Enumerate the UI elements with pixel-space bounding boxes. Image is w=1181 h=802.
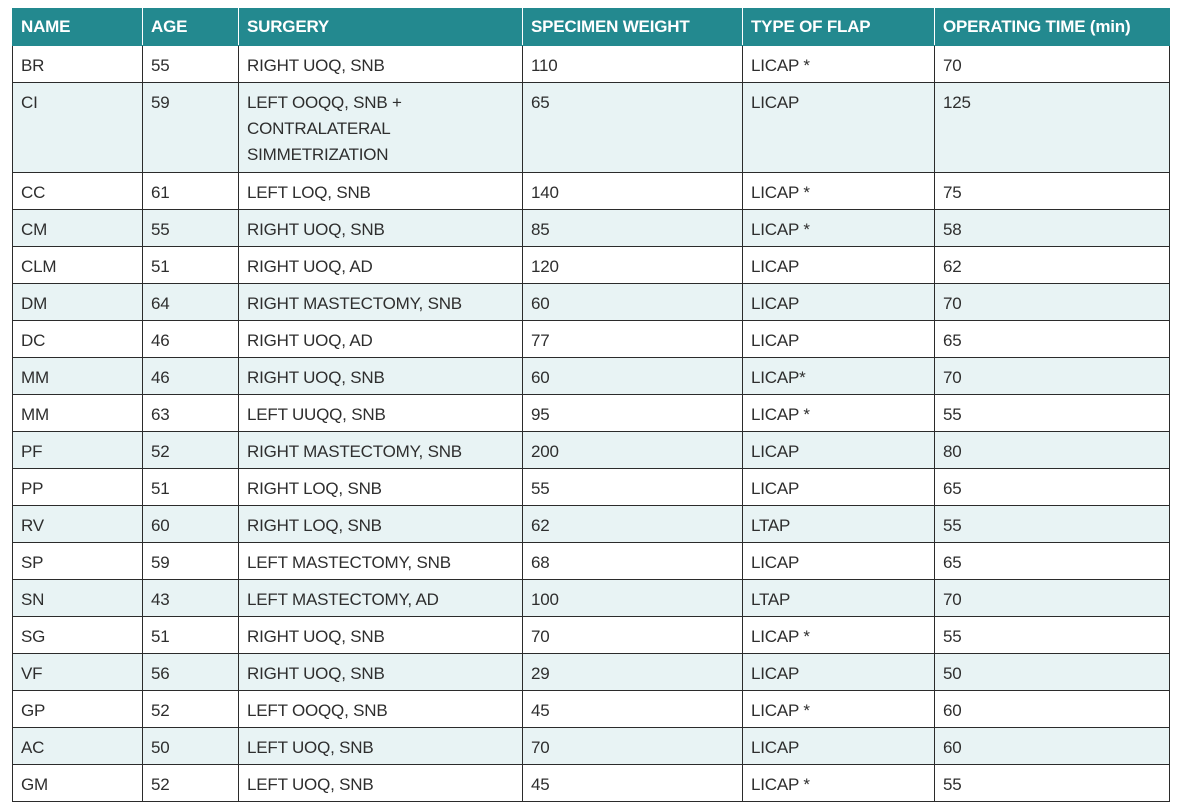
cell-age: 55 xyxy=(143,46,239,83)
cell-name: SN xyxy=(13,580,143,617)
cell-type-of-flap: LICAP* xyxy=(743,358,935,395)
cell-specimen-weight: 29 xyxy=(523,654,743,691)
cell-name: DC xyxy=(13,321,143,358)
cell-age: 43 xyxy=(143,580,239,617)
cell-operating-time: 75 xyxy=(935,173,1170,210)
cell-surgery: LEFT MASTECTOMY, SNB xyxy=(239,543,523,580)
cell-type-of-flap: LICAP xyxy=(743,321,935,358)
cell-operating-time: 55 xyxy=(935,506,1170,543)
cell-name: RV xyxy=(13,506,143,543)
cell-specimen-weight: 68 xyxy=(523,543,743,580)
patient-surgery-table xyxy=(12,8,1170,802)
cell-operating-time: 70 xyxy=(935,358,1170,395)
cell-surgery: LEFT OOQQ, SNB + CONTRALATERAL SIMMETRIZATION xyxy=(239,83,523,173)
cell-surgery: RIGHT UOQ, SNB xyxy=(239,617,523,654)
cell-operating-time: 70 xyxy=(935,580,1170,617)
cell-surgery: RIGHT UOQ, AD xyxy=(239,247,523,284)
cell-type-of-flap: LICAP * xyxy=(743,46,935,83)
cell-age: 56 xyxy=(143,654,239,691)
cell-age: 51 xyxy=(143,247,239,284)
cell-operating-time: 80 xyxy=(935,432,1170,469)
cell-name: DM xyxy=(13,284,143,321)
cell-name: GP xyxy=(13,691,143,728)
cell-specimen-weight: 85 xyxy=(523,210,743,247)
cell-operating-time: 70 xyxy=(935,284,1170,321)
cell-surgery: LEFT MASTECTOMY, AD xyxy=(239,580,523,617)
cell-name: GM xyxy=(13,765,143,802)
table-row xyxy=(13,432,1170,469)
table-row xyxy=(13,469,1170,506)
table-row xyxy=(13,506,1170,543)
cell-type-of-flap: LICAP xyxy=(743,728,935,765)
cell-type-of-flap: LICAP * xyxy=(743,210,935,247)
cell-operating-time: 70 xyxy=(935,46,1170,83)
cell-specimen-weight: 60 xyxy=(523,284,743,321)
cell-name: CLM xyxy=(13,247,143,284)
cell-surgery: RIGHT LOQ, SNB xyxy=(239,506,523,543)
cell-surgery: LEFT UOQ, SNB xyxy=(239,765,523,802)
cell-type-of-flap: LICAP * xyxy=(743,395,935,432)
cell-type-of-flap: LICAP xyxy=(743,654,935,691)
cell-age: 46 xyxy=(143,321,239,358)
table-row xyxy=(13,321,1170,358)
cell-operating-time: 125 xyxy=(935,83,1170,173)
cell-surgery: RIGHT MASTECTOMY, SNB xyxy=(239,284,523,321)
table-row xyxy=(13,580,1170,617)
header-type-of-flap: TYPE OF FLAP xyxy=(743,9,935,46)
cell-age: 50 xyxy=(143,728,239,765)
table-row xyxy=(13,691,1170,728)
cell-surgery: LEFT LOQ, SNB xyxy=(239,173,523,210)
cell-age: 64 xyxy=(143,284,239,321)
cell-operating-time: 55 xyxy=(935,765,1170,802)
cell-type-of-flap: LICAP xyxy=(743,432,935,469)
cell-age: 61 xyxy=(143,173,239,210)
cell-surgery: RIGHT UOQ, SNB xyxy=(239,654,523,691)
cell-specimen-weight: 77 xyxy=(523,321,743,358)
cell-age: 63 xyxy=(143,395,239,432)
cell-name: MM xyxy=(13,395,143,432)
cell-age: 52 xyxy=(143,691,239,728)
cell-name: SG xyxy=(13,617,143,654)
cell-surgery: LEFT UOQ, SNB xyxy=(239,728,523,765)
cell-specimen-weight: 65 xyxy=(523,83,743,173)
cell-specimen-weight: 45 xyxy=(523,691,743,728)
cell-specimen-weight: 45 xyxy=(523,765,743,802)
header-operating-time: OPERATING TIME (min) xyxy=(935,9,1170,46)
cell-surgery: RIGHT UOQ, SNB xyxy=(239,46,523,83)
cell-name: CI xyxy=(13,83,143,173)
cell-surgery: RIGHT UOQ, SNB xyxy=(239,358,523,395)
table-row xyxy=(13,247,1170,284)
cell-specimen-weight: 200 xyxy=(523,432,743,469)
cell-operating-time: 65 xyxy=(935,321,1170,358)
cell-age: 51 xyxy=(143,617,239,654)
cell-name: SP xyxy=(13,543,143,580)
cell-operating-time: 65 xyxy=(935,469,1170,506)
cell-operating-time: 60 xyxy=(935,691,1170,728)
cell-type-of-flap: LICAP xyxy=(743,469,935,506)
header-specimen-weight: SPECIMEN WEIGHT xyxy=(523,9,743,46)
cell-specimen-weight: 110 xyxy=(523,46,743,83)
cell-specimen-weight: 120 xyxy=(523,247,743,284)
table-header xyxy=(13,9,1170,46)
cell-age: 59 xyxy=(143,83,239,173)
cell-name: VF xyxy=(13,654,143,691)
cell-age: 55 xyxy=(143,210,239,247)
cell-name: BR xyxy=(13,46,143,83)
cell-operating-time: 55 xyxy=(935,617,1170,654)
cell-type-of-flap: LICAP * xyxy=(743,173,935,210)
cell-type-of-flap: LICAP xyxy=(743,543,935,580)
cell-specimen-weight: 70 xyxy=(523,617,743,654)
cell-name: MM xyxy=(13,358,143,395)
header-surgery: SURGERY xyxy=(239,9,523,46)
table-row xyxy=(13,358,1170,395)
cell-operating-time: 65 xyxy=(935,543,1170,580)
cell-type-of-flap: LICAP xyxy=(743,83,935,173)
cell-specimen-weight: 60 xyxy=(523,358,743,395)
cell-age: 51 xyxy=(143,469,239,506)
cell-specimen-weight: 55 xyxy=(523,469,743,506)
cell-operating-time: 58 xyxy=(935,210,1170,247)
table-row xyxy=(13,728,1170,765)
table-row xyxy=(13,765,1170,802)
cell-surgery: RIGHT UOQ, SNB xyxy=(239,210,523,247)
table-row xyxy=(13,210,1170,247)
header-age: AGE xyxy=(143,9,239,46)
cell-specimen-weight: 70 xyxy=(523,728,743,765)
cell-age: 46 xyxy=(143,358,239,395)
table-row xyxy=(13,83,1170,173)
patient-table-container xyxy=(12,8,1169,802)
cell-age: 60 xyxy=(143,506,239,543)
table-row xyxy=(13,284,1170,321)
cell-surgery: RIGHT MASTECTOMY, SNB xyxy=(239,432,523,469)
cell-operating-time: 55 xyxy=(935,395,1170,432)
cell-type-of-flap: LICAP xyxy=(743,284,935,321)
cell-operating-time: 62 xyxy=(935,247,1170,284)
cell-surgery: LEFT OOQQ, SNB xyxy=(239,691,523,728)
cell-name: CC xyxy=(13,173,143,210)
cell-age: 52 xyxy=(143,432,239,469)
table-row xyxy=(13,654,1170,691)
cell-type-of-flap: LTAP xyxy=(743,580,935,617)
cell-operating-time: 60 xyxy=(935,728,1170,765)
cell-specimen-weight: 95 xyxy=(523,395,743,432)
table-row xyxy=(13,46,1170,83)
cell-type-of-flap: LTAP xyxy=(743,506,935,543)
table-row xyxy=(13,395,1170,432)
cell-specimen-weight: 140 xyxy=(523,173,743,210)
cell-surgery: RIGHT UOQ, AD xyxy=(239,321,523,358)
cell-surgery: RIGHT LOQ, SNB xyxy=(239,469,523,506)
header-row xyxy=(13,9,1170,46)
cell-age: 52 xyxy=(143,765,239,802)
cell-name: PP xyxy=(13,469,143,506)
table-row xyxy=(13,543,1170,580)
cell-type-of-flap: LICAP * xyxy=(743,691,935,728)
cell-type-of-flap: LICAP * xyxy=(743,617,935,654)
table-row xyxy=(13,617,1170,654)
cell-name: CM xyxy=(13,210,143,247)
cell-specimen-weight: 100 xyxy=(523,580,743,617)
cell-age: 59 xyxy=(143,543,239,580)
cell-name: PF xyxy=(13,432,143,469)
table-row xyxy=(13,173,1170,210)
cell-surgery: LEFT UUQQ, SNB xyxy=(239,395,523,432)
cell-specimen-weight: 62 xyxy=(523,506,743,543)
table-body xyxy=(13,46,1170,802)
cell-operating-time: 50 xyxy=(935,654,1170,691)
cell-type-of-flap: LICAP xyxy=(743,247,935,284)
header-name: NAME xyxy=(13,9,143,46)
cell-type-of-flap: LICAP * xyxy=(743,765,935,802)
cell-name: AC xyxy=(13,728,143,765)
